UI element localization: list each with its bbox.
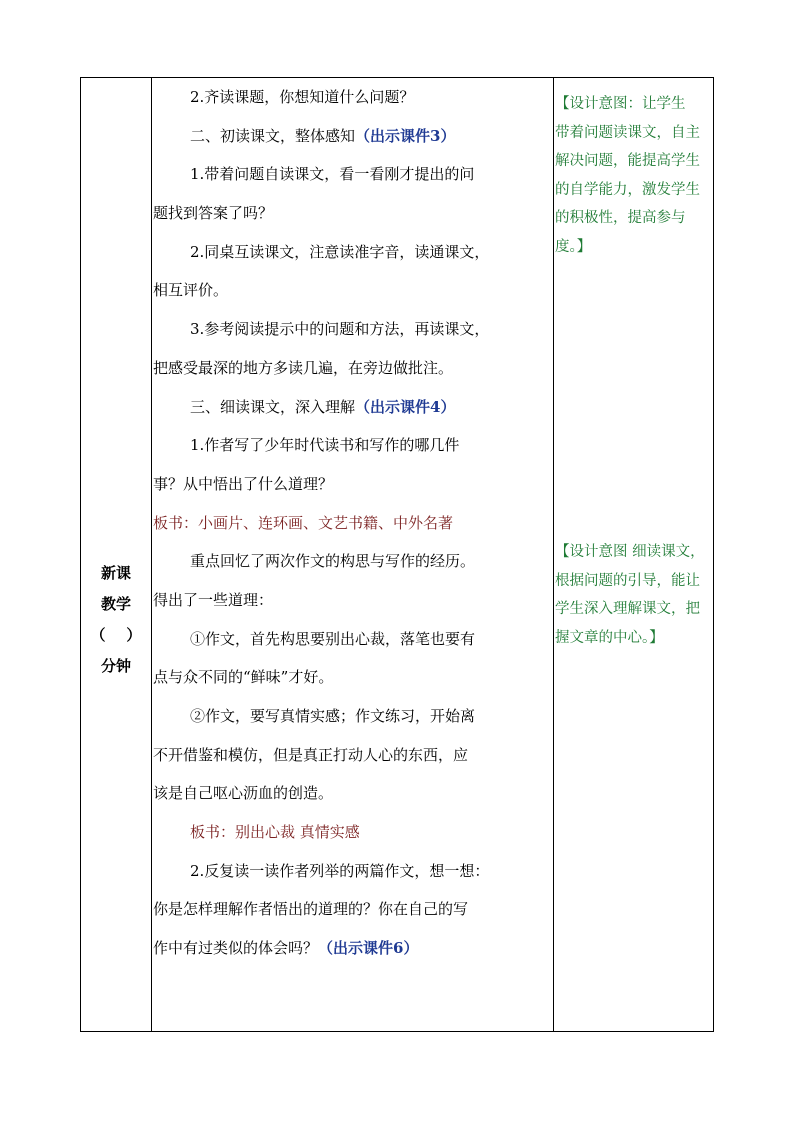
- lesson-table: [80, 77, 714, 1032]
- content-text: 你是怎样理解作者悟出的道理的？你在自己的写: [153, 900, 469, 919]
- column-divider: [553, 78, 554, 1031]
- content-text: 得出了一些道理：: [153, 590, 274, 609]
- content-text: 2.齐读课题，你想知道什么问题？: [190, 88, 415, 106]
- content-line: [153, 271, 553, 310]
- content-line: [153, 813, 553, 852]
- section-label-line: （ ）: [90, 626, 142, 644]
- content-line: [153, 697, 553, 736]
- content-line: [153, 542, 553, 581]
- content-line: [153, 929, 553, 968]
- content-line: [153, 620, 553, 659]
- content-text: 把感受最深的地方多读几遍，在旁边做批注。: [153, 358, 454, 377]
- design-note-line: 带着问题读课文，自主: [555, 124, 700, 141]
- content-line: [153, 194, 553, 233]
- column-divider: [151, 78, 152, 1031]
- content-text: ②作文，要写真情实感；作文练习，开始离: [190, 707, 476, 725]
- content-line: [153, 310, 553, 349]
- content-text: 该是自己呕心沥血的创造。: [153, 784, 334, 803]
- design-note-line: 度。】: [555, 238, 592, 255]
- content-text: 二、初读课文，整体感知: [190, 126, 356, 145]
- design-note-line: 根据问题的引导，能让: [555, 572, 700, 589]
- content-line: [153, 426, 553, 465]
- content-line: [153, 774, 553, 813]
- content-line: [153, 504, 553, 543]
- design-note-line: 【设计意图 细读课文，: [555, 544, 705, 560]
- content-line: [153, 852, 553, 891]
- content-line: [153, 581, 553, 620]
- content-text: 事？从中悟出了什么道理？: [153, 474, 334, 493]
- content-line: [153, 155, 553, 194]
- content-line: [153, 117, 553, 156]
- slide-tag: （出示课件6）: [318, 939, 419, 958]
- design-note-line: 解决问题，能提高学生: [555, 153, 700, 169]
- content-text: 不开借鉴和模仿，但是真正打动人心的东西，应: [153, 745, 469, 764]
- section-label-line: 教学: [100, 595, 131, 613]
- content-text: ①作文，首先构思要别出心裁，落笔也要有: [190, 629, 476, 648]
- design-note-line: 的积极性，提高参与: [555, 210, 686, 226]
- design-note-2: [555, 538, 715, 652]
- content-line: [153, 658, 553, 697]
- content-text: 1.作者写了少年时代读书和写作的哪几件: [190, 436, 460, 455]
- content-line: [153, 890, 553, 929]
- design-note-line: 的自学能力，激发学生: [555, 181, 700, 198]
- content-line: [153, 78, 553, 117]
- board-note-text: 板书：别出心裁 真情实感: [190, 823, 360, 842]
- content-text: 2.反复读一读作者列举的两篇作文，想一想：: [190, 861, 490, 880]
- slide-tag: （出示课件3）: [355, 126, 456, 145]
- design-note-line: 学生深入理解课文，把: [555, 601, 700, 617]
- content-line: [153, 388, 553, 427]
- lesson-content: [153, 78, 553, 968]
- content-line: [153, 736, 553, 775]
- section-label: [81, 558, 151, 682]
- content-text: 3.参考阅读提示中的问题和方法，再读课文，: [190, 320, 490, 339]
- content-text: 题找到答案了吗？: [153, 204, 274, 223]
- content-text: 相互评价。: [153, 281, 229, 300]
- design-note-line: 握文章的中心。】: [555, 629, 664, 646]
- content-text: 2.同桌互读课文，注意读准字音，读通课文，: [190, 242, 490, 261]
- section-label-line: 分钟: [100, 657, 131, 675]
- design-note-1: [555, 90, 715, 261]
- content-text: 点与众不同的“鲜味”才好。: [153, 668, 334, 687]
- content-text: 三、细读课文，深入理解: [190, 397, 356, 416]
- slide-tag: （出示课件4）: [355, 397, 456, 416]
- content-line: [153, 465, 553, 504]
- content-text: 1.带着问题自读课文，看一看刚才提出的问: [190, 165, 475, 184]
- content-line: [153, 233, 553, 272]
- content-text: 作中有过类似的体会吗？: [153, 939, 319, 958]
- design-note-line: 【设计意图：让学生: [555, 96, 686, 112]
- content-text: 重点回忆了两次作文的构思与写作的经历。: [190, 552, 476, 571]
- section-label-line: 新课: [100, 564, 131, 582]
- board-note-text: 板书：小画片、连环画、文艺书籍、中外名著: [153, 513, 454, 532]
- content-line: [153, 349, 553, 388]
